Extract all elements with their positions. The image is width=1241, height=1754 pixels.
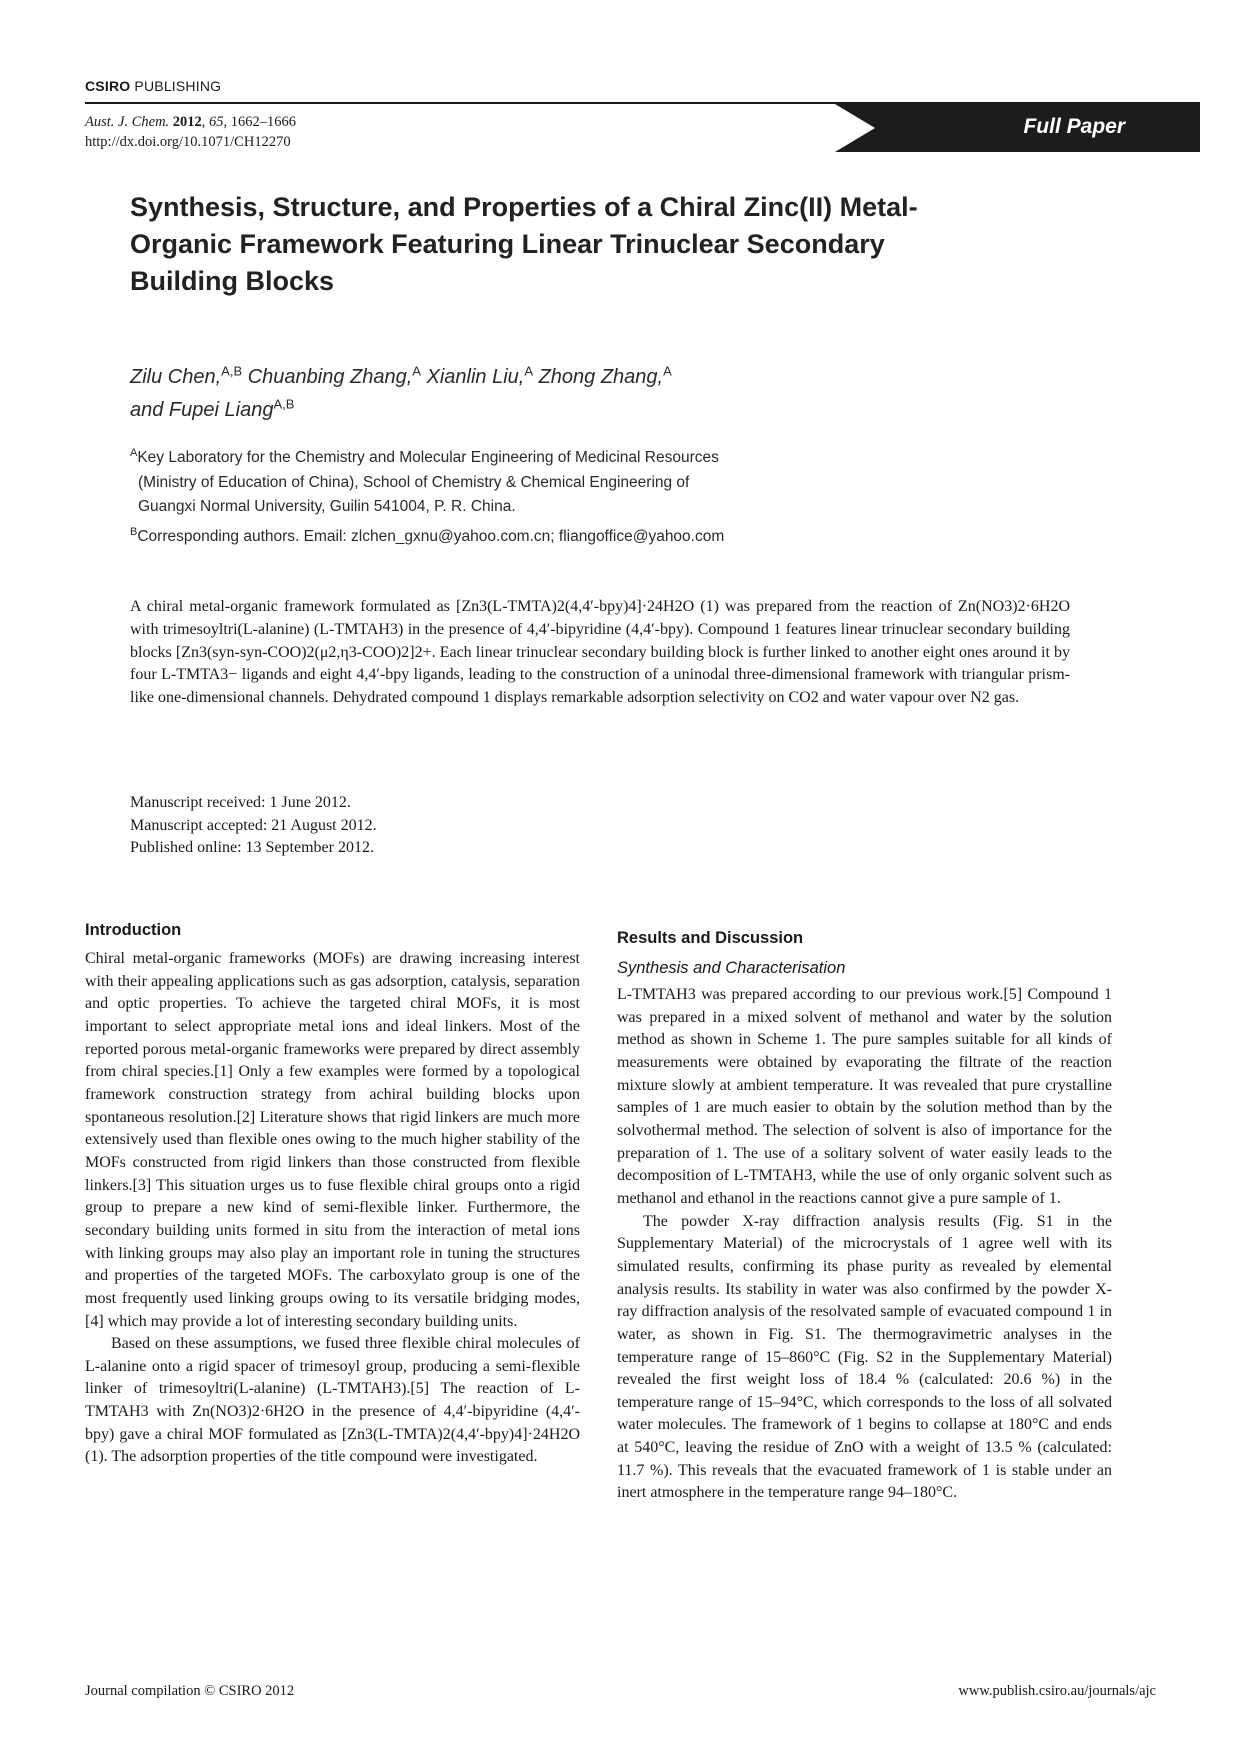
- author: Xianlin Liu,$^A$: [426, 363, 534, 388]
- section-heading-introduction: Introduction: [85, 921, 182, 939]
- doi-link[interactable]: http://dx.doi.org/10.1071/CH12270: [85, 134, 291, 150]
- date-published: Published online: 13 September 2012.: [130, 839, 374, 856]
- journal-year: 2012: [172, 114, 202, 130]
- article-type-banner: [835, 104, 1200, 152]
- affiliation-a: $^A$Key Laboratory for the Chemistry and Molecular Engineering of Medicinal Resources: [130, 447, 719, 467]
- manuscript-dates: [130, 792, 377, 860]
- author-list: [130, 357, 930, 424]
- journal-name: Aust. J. Chem.: [85, 114, 170, 130]
- author: Chuanbing Zhang,$^A$: [247, 363, 421, 388]
- publisher-name: CSIRO PUBLISHING: [85, 78, 222, 94]
- banner-shape: [835, 104, 1200, 152]
- section-heading-results: Results and Discussion: [617, 929, 804, 947]
- results-paragraph-2: The powder X-ray diffraction analysis results (Fig. S1 in the Supplementary Material) of the microcrystals of 1 agree well with its simulated results, confirming its phase purity as revealed by elemental analysis results. Its stability in water was also confirmed by the powder X-ray diffraction analysis of the resolvated sample of evacuated compound 1 in water, as shown in Fig. S1. The thermogravimetric analyses in the temperature range of 15–860°C (Fig. S2 in the Supplementary Material) revealed the first weight loss of 18.4 % (calculated: 20.6 %) in the temperature range of 15–94°C, which corresponds to the loss of all solvated water molecules. The framework of 1 begins to collapse at 180°C and ends at 540°C, leaving the residue of ZnO with a weight of 13.5 % (calculated: 11.7 %). This reveals that the evacuated framework of 1 is stable under an inert atmosphere in the temperature range 94–180°C.: [617, 1212, 1112, 1502]
- date-received: Manuscript received: 1 June 2012.: [130, 794, 351, 811]
- footer-url[interactable]: www.publish.csiro.au/journals/ajc: [958, 1683, 1156, 1699]
- paper-title: Synthesis, Structure, and Properties of a Chiral Zinc(II) Metal-Organic Framework Featuring Linear Trinuclear Secondary Building Blocks: [130, 192, 918, 296]
- author: Zilu Chen,$^{A,B}$: [130, 363, 243, 388]
- affiliation-a-line2: (Ministry of Education of China), School of Chemistry & Chemical Engineering of: [138, 473, 690, 491]
- citation-block: Aust. J. Chem. 2012, 65, 1662–1666 http://dx.doi.org/10.1071/CH12270: [85, 114, 297, 150]
- footer-copyright: Journal compilation © CSIRO 2012: [85, 1683, 295, 1699]
- results-paragraph-1: L-TMTAH3 was prepared according to our previous work.[5] Compound 1 was prepared in a mixed solvent of methanol and water by the solution method as shown in Scheme 1. The pure samples suitable for all kinds of measurements were obtained by evaporating the filtrate of the reaction mixture slowly at ambient temperature. It was revealed that pure crystalline samples of 1 are much easier to obtain by the solution method than by the solvothermal method. The selection of solvent is also of importance for the preparation of 1. The use of a solitary solvent of water easily leads to the decomposition of L-TMTAH3, while the use of only organic solvent such as methanol and ethanol in the reactions cannot give a pure sample of 1.: [617, 986, 1112, 1207]
- date-accepted: Manuscript accepted: 21 August 2012.: [130, 816, 377, 834]
- subsection-heading-synthesis: Synthesis and Characterisation: [617, 959, 846, 977]
- journal-pages: 1662–1666: [230, 114, 297, 130]
- intro-paragraph-1: Chiral metal-organic frameworks (MOFs) are drawing increasing interest with their appealing applications such as gas adsorption, catalysis, separation and optic properties. To achieve the targeted chiral MOFs, it is most important to select appropriate metal ions and ideal linkers. Most of the reported porous metal-organic frameworks were prepared by direct assembly from chiral species.[1] Only a few examples were formed by a topological framework construction strategy from achiral building blocks upon spontaneous resolution.[2] Literature shows that rigid linkers are much more extensively used than flexible ones owing to the much higher stability of the MOFs constructed from rigid linkers than those constructed from flexible linkers.[3] This situation urges us to fuse flexible chiral groups onto a rigid group to prepare a new kind of semi-flexible linker. Furthermore, the secondary building units formed in situ from the interaction of metal ions with linking groups may also play an important role in tuning the structures and properties of the targeted MOFs. The carboxylato group is one of the most frequently used linking groups owing to its versatile bridging modes,[4] which may provide a lot of interesting secondary building units.: [85, 950, 580, 1330]
- intro-paragraph-2: Based on these assumptions, we fused three flexible chiral molecules of L-alanine onto a rigid spacer of trimesoyl group, producing a semi-flexible linker of trimesoyltri(L-alanine) (L-TMTAH3).[5] The reaction of L-TMTAH3 with Zn(NO3)2·6H2O in the presence of 4,4′-bipyridine (4,4′-bpy) gave a chiral MOF formulated as [Zn3(L-TMTA)2(4,4′-bpy)4]·24H2O (1). The adsorption properties of the title compound were investigated.: [85, 1335, 580, 1466]
- abstract: A chiral metal-organic framework formulated as [Zn3(L-TMTA)2(4,4′-bpy)4]·24H2O (1) was prepared from the reaction of Zn(NO3)2·6H2O with trimesoyltri(L-alanine) (L-TMTAH3) in the presence of 4,4′-bipyridine (4,4′-bpy). Compound 1 features linear trinuclear secondary building blocks [Zn3(syn-syn-COO)2(μ2,η3-COO)2]2+. Each linear trinuclear secondary building block is further linked to another eight ones around it by four L-TMTA3− ligands and eight 4,4′-bpy ligands, leading to the construction of a uninodal three-dimensional framework with triangular prism-like one-dimensional channels. Dehydrated compound 1 displays remarkable adsorption selectivity on CO2 and water vapour over N2 gas.: [130, 598, 1070, 707]
- affiliations: [130, 441, 970, 549]
- author: Zhong Zhang,$^A$: [538, 363, 672, 388]
- affiliation-a-line3: Guangxi Normal University, Guilin 541004, P. R. China.: [138, 498, 516, 516]
- journal-volume: 65: [209, 114, 224, 130]
- article-type-label: Full Paper: [1023, 115, 1125, 138]
- affiliation-b: $^B$Corresponding authors. Email: zlchen_gxnu@yahoo.com.cn; fliangoffice@yahoo.com: [130, 525, 725, 545]
- left-column: [85, 918, 580, 1469]
- right-column: [617, 926, 1112, 1505]
- author: and Fupei Liang$^{A,B}$: [130, 396, 295, 422]
